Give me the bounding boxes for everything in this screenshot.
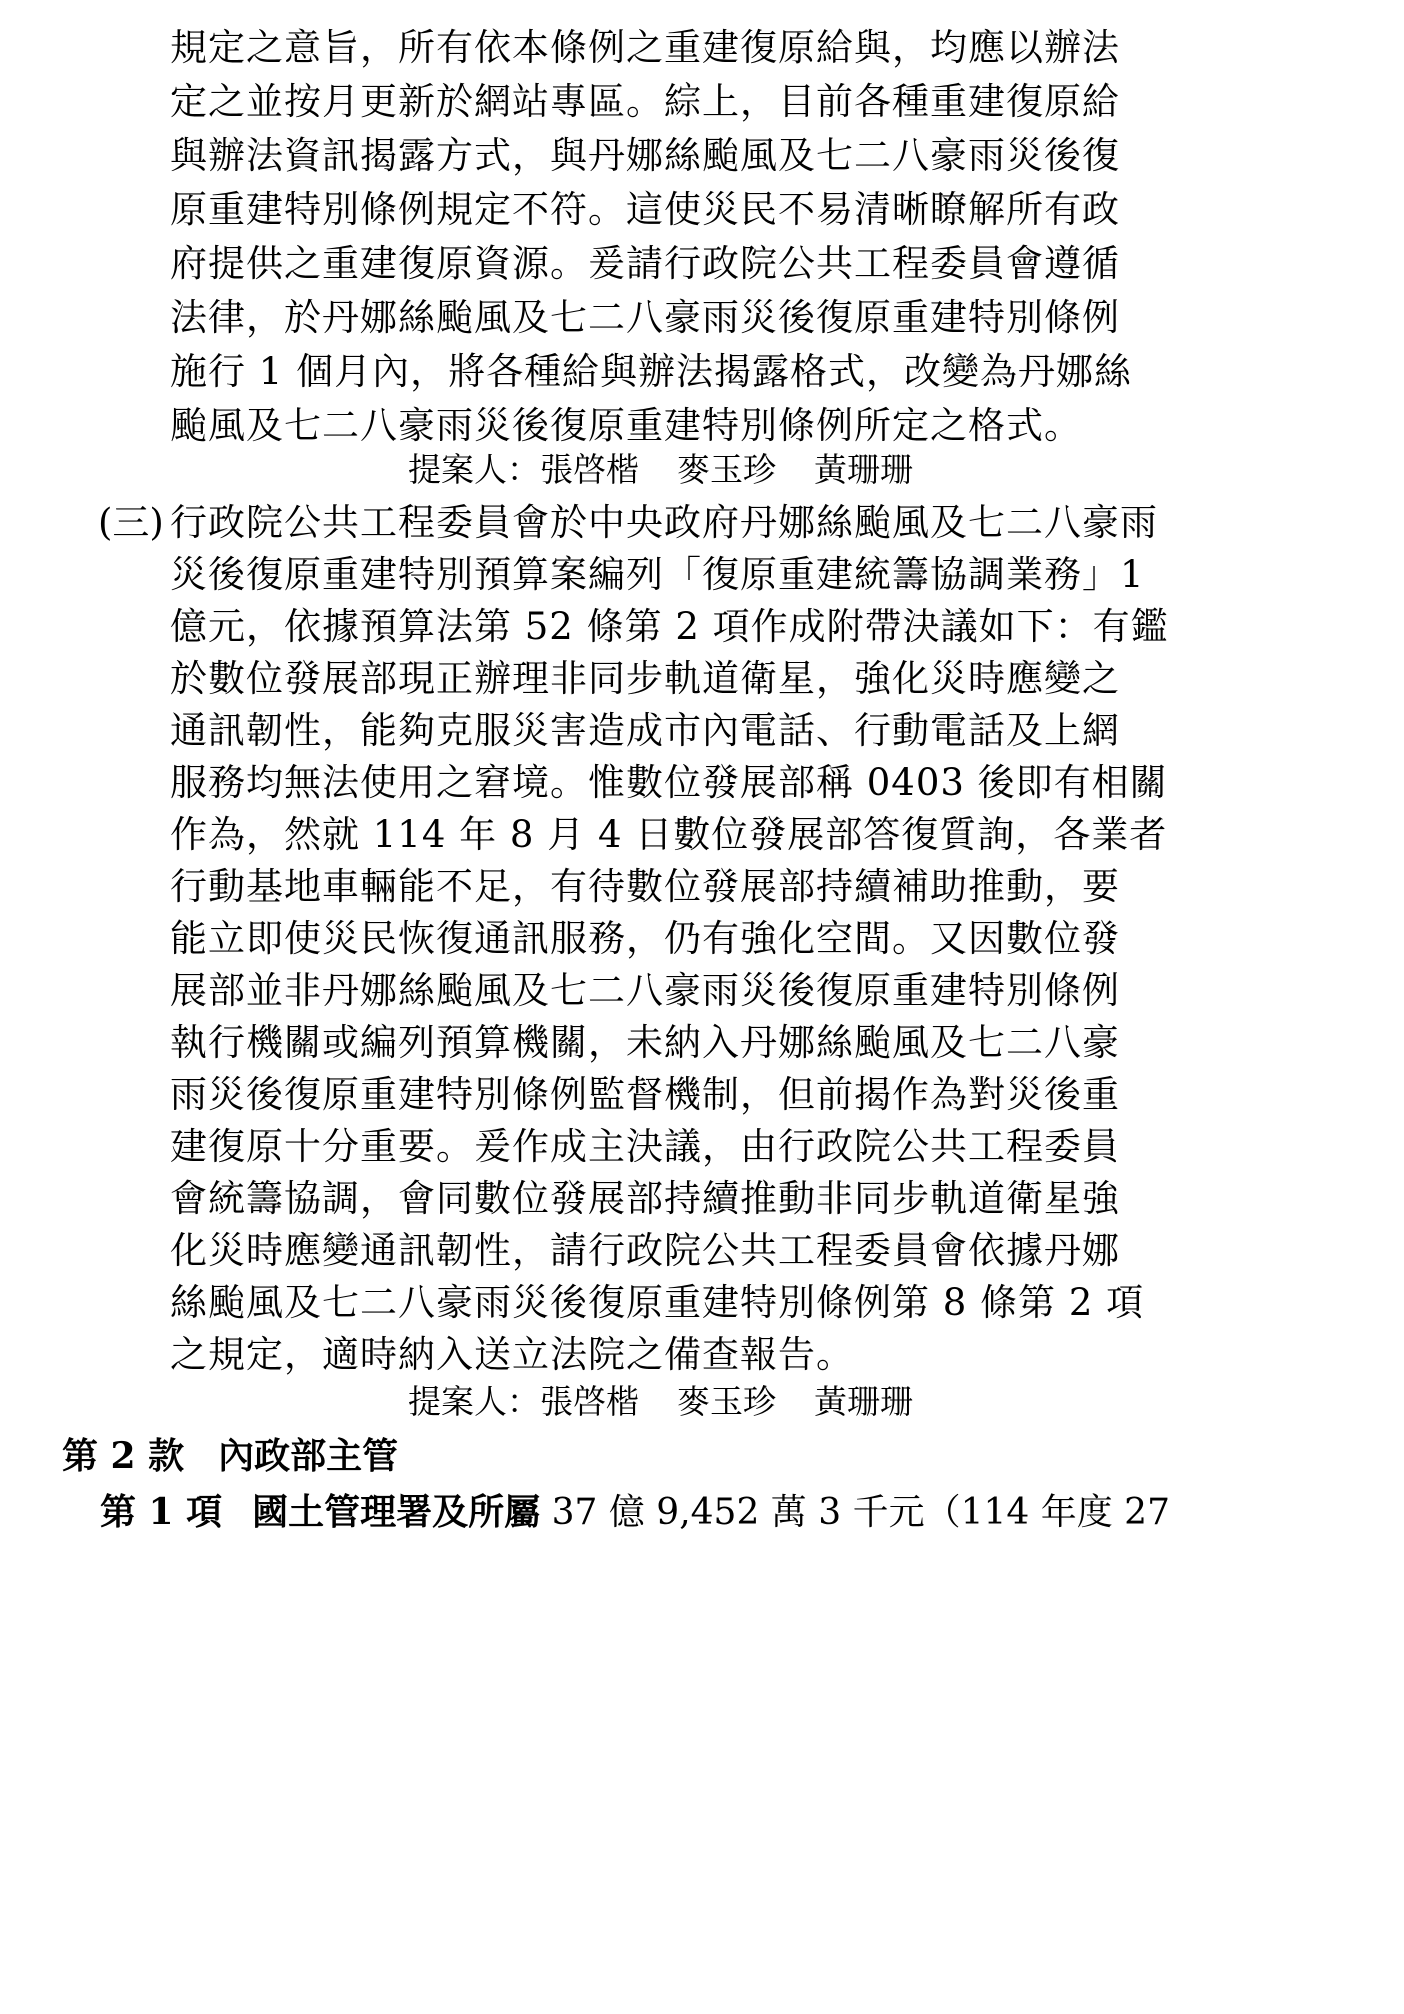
paragraph-line: 於數位發展部現正辦理非同步軌道衛星，強化災時應變之 [170, 657, 1120, 700]
paragraph-line: 能立即使災民恢復通訊服務，仍有強化空間。又因數位發 [170, 917, 1120, 960]
proposer-name: 黃珊珊 [814, 1382, 913, 1421]
paragraph-line: 法律，於丹娜絲颱風及七二八豪雨災後復原重建特別條例 [170, 296, 1120, 339]
resolution-3-marker: (三) [98, 501, 164, 544]
paragraph-line: 絲颱風及七二八豪雨災後復原重建特別條例第 8 條第 2 項 [170, 1281, 1145, 1324]
kuan-title: 內政部主管 [218, 1435, 399, 1477]
paragraph-line: 與辦法資訊揭露方式，與丹娜絲颱風及七二八豪雨災後復 [170, 134, 1120, 177]
paragraph-line: 建復原十分重要。爰作成主決議，由行政院公共工程委員 [170, 1125, 1120, 1168]
paragraph-line: 通訊韌性，能夠克服災害造成市內電話、行動電話及上網 [170, 709, 1120, 752]
paragraph-line: 行政院公共工程委員會於中央政府丹娜絲颱風及七二八豪雨 [170, 501, 1158, 544]
paragraph-line: 展部並非丹娜絲颱風及七二八豪雨災後復原重建特別條例 [170, 969, 1120, 1012]
proposer-label: 提案人： [408, 450, 540, 489]
paragraph-line: 雨災後復原重建特別條例監督機制，但前揭作為對災後重 [170, 1073, 1120, 1116]
proposer-name: 麥玉珍 [677, 450, 776, 489]
paragraph-line: 億元，依據預算法第 52 條第 2 項作成附帶決議如下：有鑑 [170, 605, 1169, 648]
proposer-line-3 [408, 1380, 951, 1424]
xiang-amount: 37 億 9,452 萬 3 千元（114 年度 27 [551, 1492, 1170, 1533]
paragraph-line: 施行 1 個月內，將各種給與辦法揭露格式，改變為丹娜絲 [170, 350, 1133, 393]
paragraph-line: 原重建特別條例規定不符。這使災民不易清晰瞭解所有政 [170, 188, 1120, 231]
proposer-name: 黃珊珊 [814, 450, 913, 489]
paragraph-line: 災後復原重建特別預算案編列「復原重建統籌協調業務」1 [170, 553, 1145, 596]
proposer-label: 提案人： [408, 1382, 540, 1421]
paragraph-line: 定之並按月更新於網站專區。綜上，目前各種重建復原給 [170, 80, 1120, 123]
proposer-line-2 [408, 448, 951, 492]
paragraph-line: 府提供之重建復原資源。爰請行政院公共工程委員會遵循 [170, 242, 1120, 285]
xiang-heading [100, 1490, 1170, 1535]
paragraph-line: 颱風及七二八豪雨災後復原重建特別條例所定之格式。 [170, 404, 1082, 447]
paragraph-line: 規定之意旨，所有依本條例之重建復原給與，均應以辦法 [170, 26, 1120, 69]
paragraph-line: 會統籌協調，會同數位發展部持續推動非同步軌道衛星強 [170, 1177, 1120, 1220]
proposer-name: 張啓楷 [540, 1382, 639, 1421]
paragraph-line: 化災時應變通訊韌性，請行政院公共工程委員會依據丹娜 [170, 1229, 1120, 1272]
kuan-number: 第 2 款 [62, 1435, 185, 1477]
paragraph-line: 執行機關或編列預算機關，未納入丹娜絲颱風及七二八豪 [170, 1021, 1120, 1064]
paragraph-line: 服務均無法使用之窘境。惟數位發展部稱 0403 後即有相關 [170, 761, 1168, 804]
proposer-name: 麥玉珍 [677, 1382, 776, 1421]
paragraph-line: 之規定，適時納入送立法院之備查報告。 [170, 1333, 854, 1376]
xiang-title: 國土管理署及所屬 [252, 1491, 541, 1533]
paragraph-line: 行動基地車輛能不足，有待數位發展部持續補助推動，要 [170, 865, 1120, 908]
paragraph-line: 作為，然就 114 年 8 月 4 日數位發展部答復質詢，各業者 [170, 813, 1168, 856]
kuan-heading [62, 1434, 398, 1478]
xiang-number: 第 1 項 [100, 1491, 223, 1533]
proposer-name: 張啓楷 [540, 450, 639, 489]
